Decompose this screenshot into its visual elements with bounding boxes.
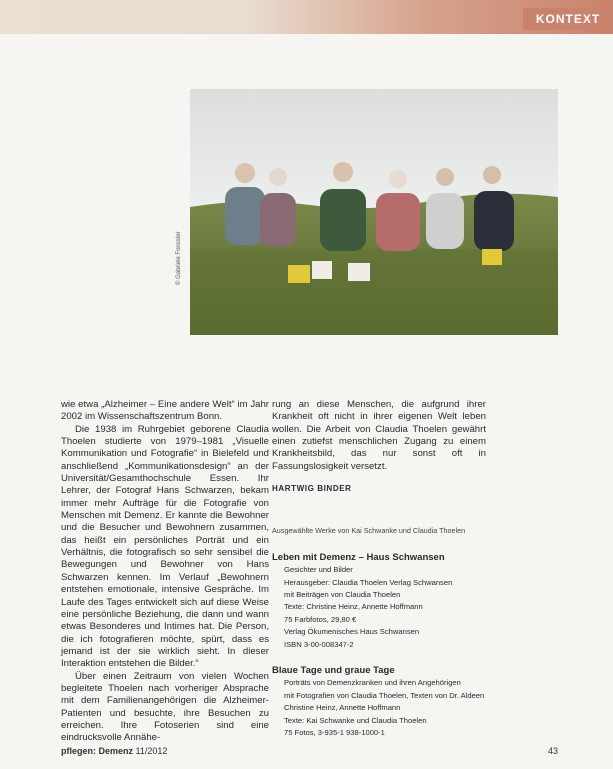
group-photo bbox=[190, 89, 558, 335]
paragraph: rung an diese Menschen, die aufgrund ihrer Krankheit oft nicht in ihrer eigenen Welt leben wollen. Die Arbeit von Claudia Thoelen gewährt einen zutiefst menschlichen Zugang zu einem Krankheitsbild, das nur sonst oft in Fassungslosigkeit versetzt. bbox=[272, 399, 486, 472]
book-line: Texte: Christine Heinz, Annette Hoffmann bbox=[284, 602, 423, 612]
book-line: Verlag Ökumenisches Haus Schwansen bbox=[284, 627, 420, 637]
paragraph: Die 1938 im Ruhrgebiet geborene Claudia Thoelen studierte von 1979–1981 „Visuelle Kommunikation und Fotografie“ in Bielefeld und anschließend „Kommunikationsdesign“ an der Universität/Gesamthochschule Essen. Ihr Lehrer, der Fotograf Hans Schwarzen, bekam immer mehr Aufträge für die Fotografie von Menschen mit Demenz. Er kannte die Bewohner und die Besucher und Bewohnern zusammen, das heißt ein persönliches Porträt und ein Verhältnis, die fotografisch so sehr sensibel die Bewegungen und Bewohner von Hans Schwarzen kennen. Im Verlauf „Bewohnern entstehen emotionale, intensive Gespräche. Im Laufe des Tages entwickelt sich auf diese Weise eine persönliche Beziehung, die dann und wann etwas Besonderes und Intimes hat. Die Person, die ich fotografieren möchte, spürt, dass es jemand ist der sie wirklich sieht. In dieser Interaktion entstehen die Bilder.“ bbox=[61, 423, 269, 670]
seniors-outdoor-photo bbox=[190, 89, 558, 335]
article-left-column bbox=[61, 399, 269, 745]
book-line: mit Fotografien von Claudia Thoelen, Texten von Dr. Aldeen bbox=[284, 690, 485, 700]
magazine-name: pflegen: Demenz bbox=[61, 746, 134, 756]
page-number: 43 bbox=[548, 746, 559, 756]
works-caption: Ausgewählte Werke von Kai Schwanke und Claudia Thoelen bbox=[272, 526, 466, 536]
book-line: Christine Heinz, Annette Hoffmann bbox=[284, 703, 401, 713]
article-right-column bbox=[272, 399, 486, 739]
paragraph: Über einen Zeitraum von vielen Wochen begleitete Thoelen nach vorheriger Absprache mit dem Familienangehörigen die Alzheimer-Patienten und besuchte, ihre Besuchen zu erreichen. Ihre Fotoserien sind eine eindrucksvolle Annähe- bbox=[61, 670, 269, 744]
section-label: KONTEXT bbox=[523, 8, 613, 30]
photo-credit: © Gabriele Fonssler bbox=[176, 231, 182, 285]
book-line: 75 Fotos, 3-935-1 938-1000-1 bbox=[284, 727, 385, 737]
issue-number: 11/2012 bbox=[135, 746, 168, 756]
book-line: Porträts von Demenzkranken und ihren Angehörigen bbox=[284, 678, 461, 688]
header-band bbox=[0, 0, 613, 34]
book-line: Texte: Kai Schwanke und Claudia Thoelen bbox=[284, 715, 427, 725]
book-line: Herausgeber: Claudia Thoelen Verlag Schwansen bbox=[284, 577, 453, 587]
author-byline: HARTWIG BINDER bbox=[272, 484, 352, 494]
book-line: mit Beiträgen von Claudia Thoelen bbox=[284, 589, 401, 599]
footer-magazine bbox=[61, 746, 167, 756]
book-line: Gesichter und Bilder bbox=[284, 565, 353, 575]
book-title: Blaue Tage und graue Tage bbox=[272, 664, 395, 676]
book-title: Leben mit Demenz – Haus Schwansen bbox=[272, 551, 445, 563]
paragraph: wie etwa „Alzheimer – Eine andere Welt“ im Jahr 2002 im Wissenschaftszentrum Bonn. bbox=[61, 399, 269, 423]
book-line: ISBN 3-00-008347-2 bbox=[284, 639, 354, 649]
book-line: 75 Farbfotos, 29,80 € bbox=[284, 614, 357, 624]
